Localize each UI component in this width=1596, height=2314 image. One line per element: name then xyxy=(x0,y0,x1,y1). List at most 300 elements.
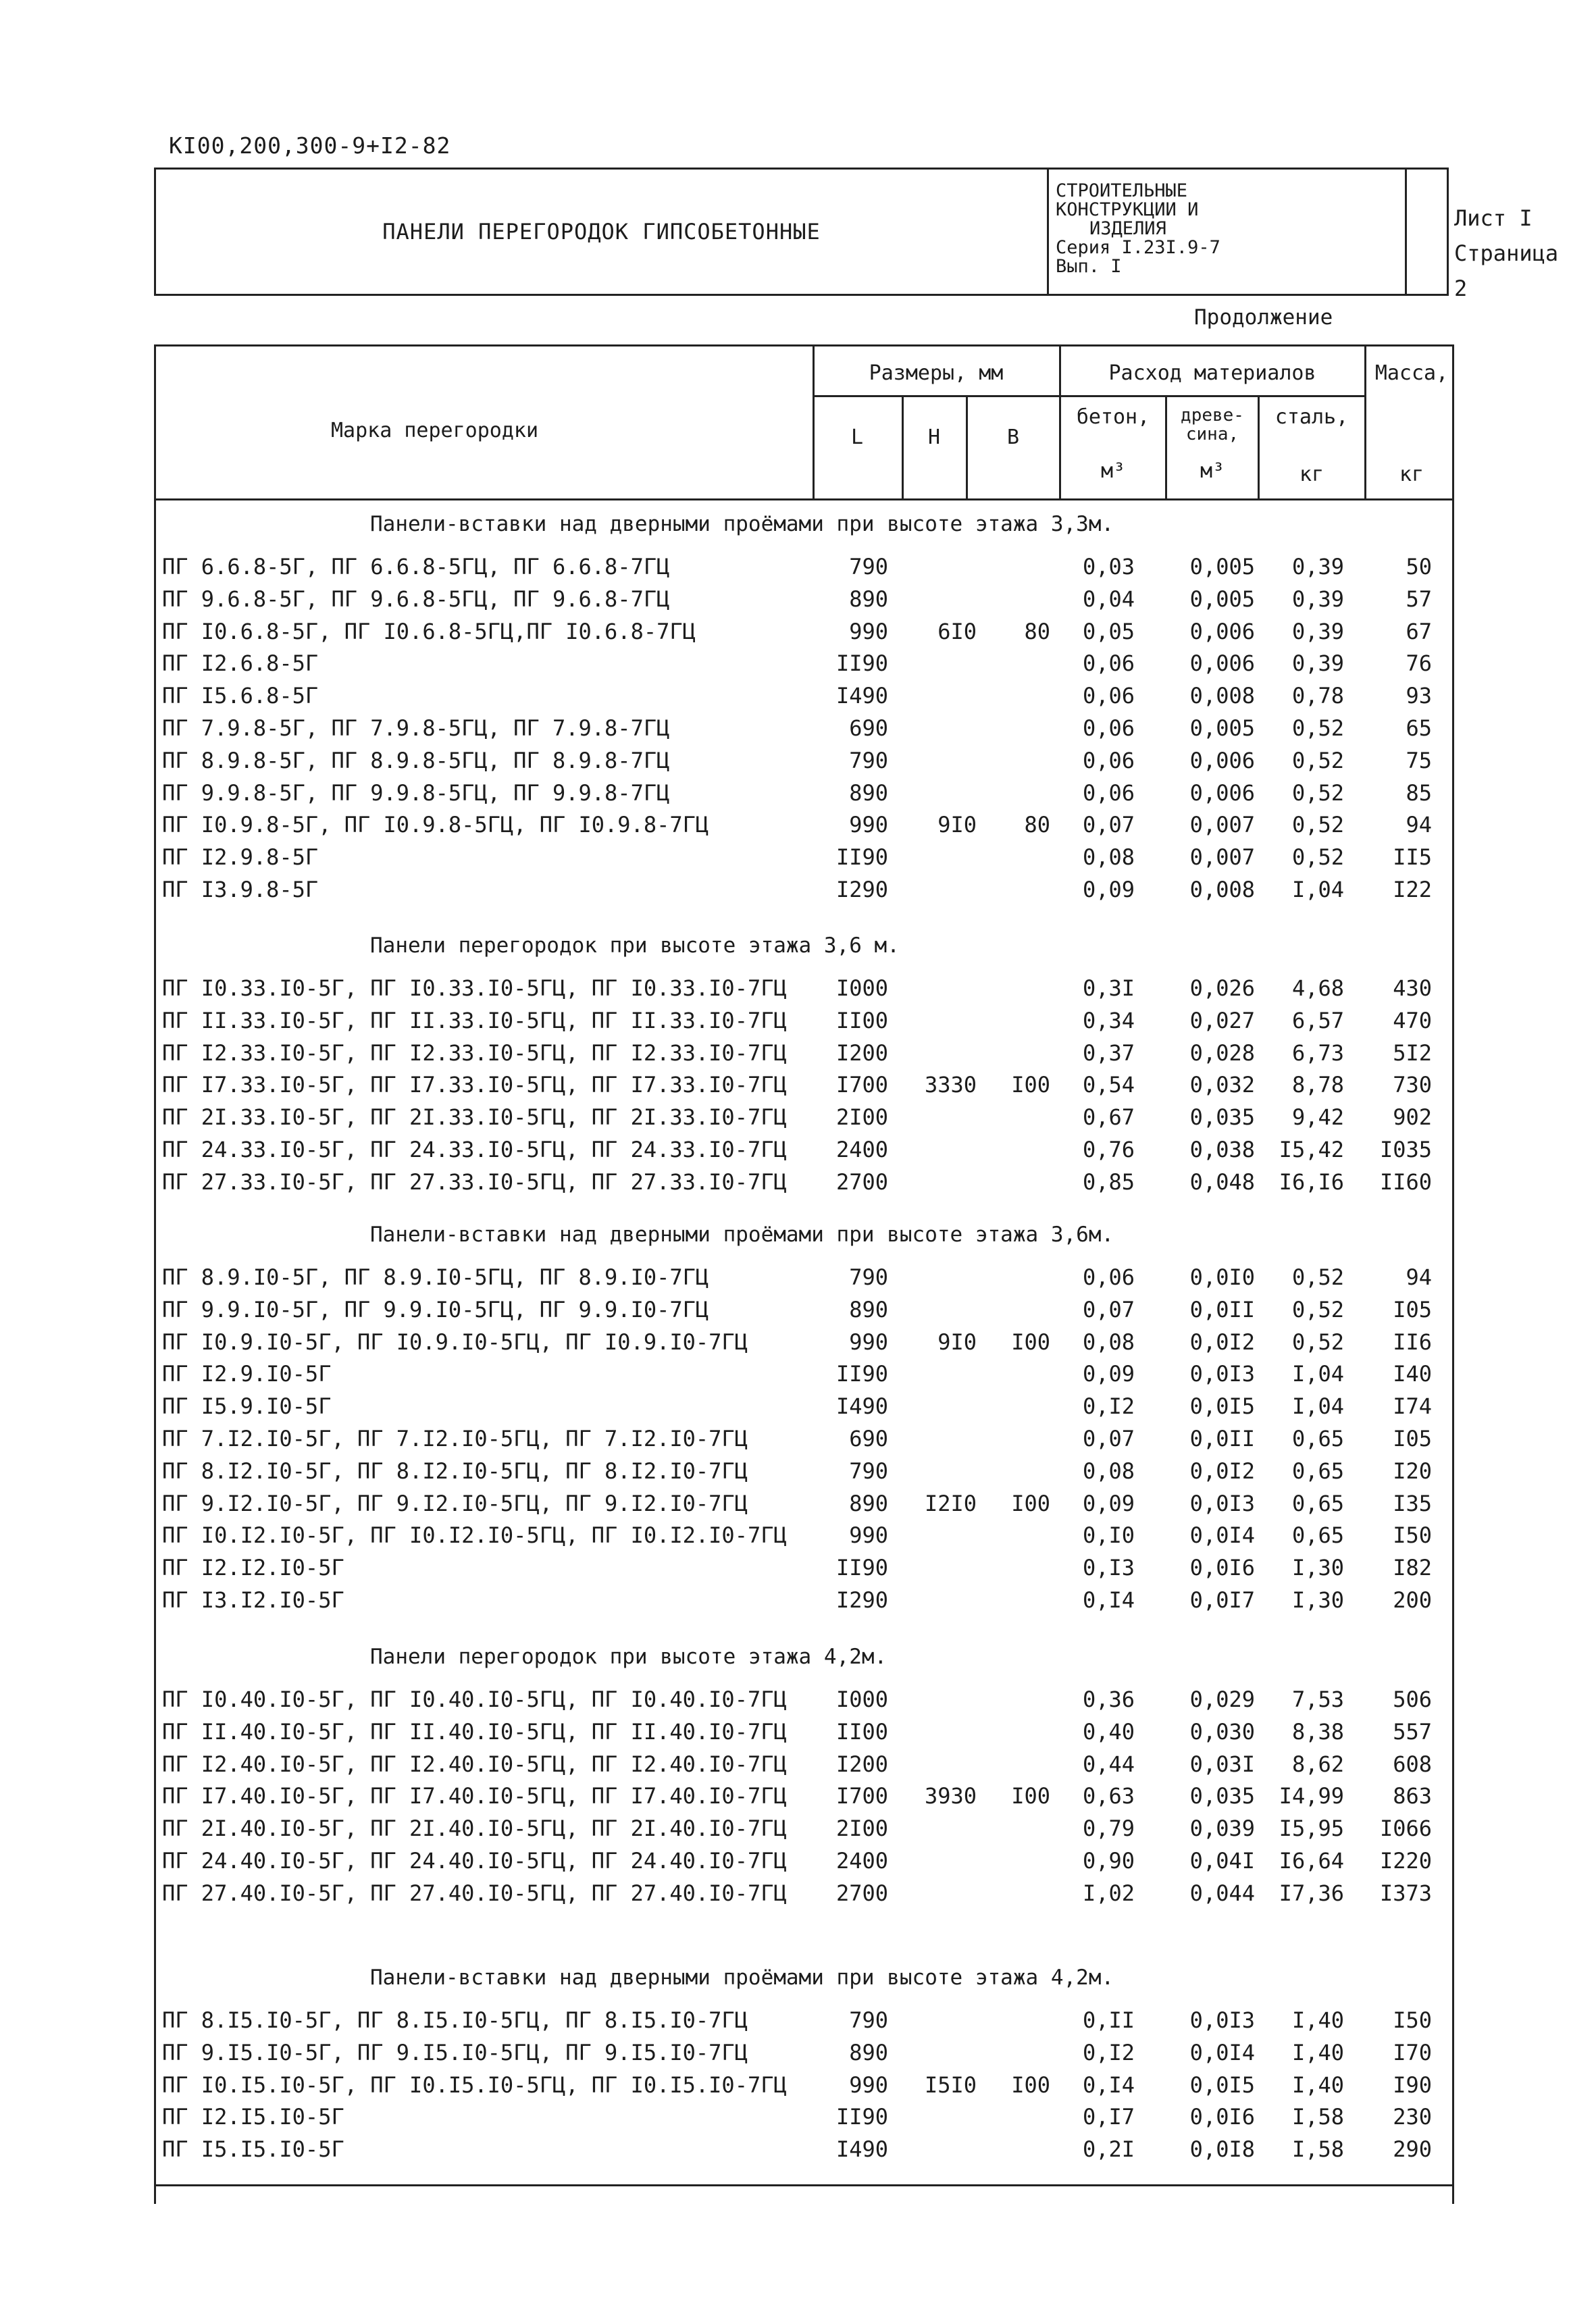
cell-wood: 0,007 xyxy=(1189,812,1255,838)
cell-concrete: 0,I4 xyxy=(1082,2072,1135,2098)
cell-height: 6I0 xyxy=(937,618,977,644)
table-row xyxy=(0,1393,1596,1426)
cell-steel: I,40 xyxy=(1291,2007,1344,2033)
cell-width: I00 xyxy=(1011,1329,1050,1355)
header-mark: Марка перегородки xyxy=(331,419,539,442)
table-row xyxy=(0,1491,1596,1523)
cell-steel: I,40 xyxy=(1291,2039,1344,2065)
cell-concrete: 0,I2 xyxy=(1082,1393,1135,1420)
cell-mark: ПГ 9.6.8-5Г, ПГ 9.6.8-5ГЦ, ПГ 9.6.8-7ГЦ xyxy=(162,586,670,612)
cell-wood: 0,048 xyxy=(1189,1168,1255,1195)
cell-steel: I5,95 xyxy=(1279,1816,1344,1842)
cell-mass: II60 xyxy=(1379,1168,1432,1195)
cell-concrete: 0,04 xyxy=(1082,586,1135,612)
cell-steel: 0,52 xyxy=(1291,1264,1344,1290)
cell-mass: I035 xyxy=(1379,1137,1432,1162)
table-row xyxy=(0,1072,1596,1104)
cell-length: II90 xyxy=(835,844,888,871)
header-divider xyxy=(1059,344,1061,500)
table-row xyxy=(0,1008,1596,1040)
table-row xyxy=(0,554,1596,586)
cell-wood: 0,006 xyxy=(1189,747,1255,773)
cell-steel: 0,52 xyxy=(1291,779,1344,806)
cell-wood: 0,038 xyxy=(1189,1137,1255,1162)
sheet-block xyxy=(1407,170,1582,301)
cell-wood: 0,0I3 xyxy=(1189,1361,1255,1387)
cell-length: 690 xyxy=(849,715,888,741)
table-row xyxy=(0,812,1596,844)
cell-concrete: 0,34 xyxy=(1082,1007,1135,1033)
document-title: ПАНЕЛИ ПЕРЕГОРОДОК ГИПСОБЕТОННЫЕ xyxy=(156,170,1049,294)
cell-mass: I74 xyxy=(1393,1393,1432,1420)
cell-mass: 430 xyxy=(1393,975,1432,1001)
section-heading: Панели перегородок при высоте этажа 4,2м. xyxy=(370,1645,887,1669)
cell-length: II90 xyxy=(835,1361,888,1387)
cell-steel: 0,39 xyxy=(1291,554,1344,580)
header-concrete: бетон, xyxy=(1076,405,1150,429)
cell-steel: 0,39 xyxy=(1291,650,1344,677)
cell-wood: 0,007 xyxy=(1189,844,1255,871)
cell-concrete: 0,40 xyxy=(1082,1718,1135,1745)
cell-length: 890 xyxy=(849,1296,888,1322)
section-heading: Панели-вставки над дверными проёмами при высоте этажа 3,3м. xyxy=(370,512,1114,536)
table-row xyxy=(0,780,1596,813)
cell-concrete: 0,09 xyxy=(1082,877,1135,902)
cell-mark: ПГ 9.I5.I0-5Г, ПГ 9.I5.I0-5ГЦ, ПГ 9.I5.I0-7ГЦ xyxy=(162,2039,748,2065)
cell-length: 790 xyxy=(849,747,888,773)
cell-length: I490 xyxy=(835,683,888,709)
cell-wood: 0,006 xyxy=(1189,618,1255,644)
table-bottom-rule xyxy=(154,2184,1454,2186)
cell-mass: 557 xyxy=(1393,1718,1432,1745)
header-mass: Масса, xyxy=(1374,361,1449,385)
cell-wood: 0,032 xyxy=(1189,1072,1255,1098)
cell-steel: 6,73 xyxy=(1291,1039,1344,1066)
cell-wood: 0,029 xyxy=(1189,1687,1255,1712)
cell-width: I00 xyxy=(1011,1072,1050,1098)
header-divider xyxy=(1364,344,1366,500)
cell-mark: ПГ I5.6.8-5Г xyxy=(162,683,319,709)
cell-mark: ПГ 27.40.I0-5Г, ПГ 27.40.I0-5ГЦ, ПГ 27.40.I0-7ГЦ xyxy=(162,1880,787,1906)
header-steel: сталь, xyxy=(1275,405,1349,429)
header-wood-1: древе- xyxy=(1181,405,1244,426)
cell-concrete: 0,07 xyxy=(1082,1296,1135,1322)
cell-steel: 8,62 xyxy=(1291,1751,1344,1777)
cell-mass: II5 xyxy=(1393,844,1432,871)
cell-mass: 230 xyxy=(1393,2104,1432,2130)
cell-wood: 0,028 xyxy=(1189,1039,1255,1066)
cell-concrete: 0,09 xyxy=(1082,1361,1135,1387)
cell-concrete: 0,63 xyxy=(1082,1783,1135,1809)
cell-mass: 57 xyxy=(1406,586,1432,612)
series-line: СТРОИТЕЛЬНЫЕ xyxy=(1056,180,1188,201)
cell-wood: 0,0I4 xyxy=(1189,1522,1255,1549)
cell-mark: ПГ 24.40.I0-5Г, ПГ 24.40.I0-5ГЦ, ПГ 24.40.I0-7ГЦ xyxy=(162,1848,787,1874)
cell-concrete: 0,90 xyxy=(1082,1848,1135,1874)
cell-mark: ПГ I2.9.8-5Г xyxy=(162,844,319,871)
table-row xyxy=(0,1426,1596,1458)
cell-width: 80 xyxy=(1024,812,1050,838)
cell-concrete: 0,44 xyxy=(1082,1751,1135,1777)
cell-concrete: 0,67 xyxy=(1082,1104,1135,1131)
cell-length: 790 xyxy=(849,1458,888,1484)
cell-length: I290 xyxy=(835,877,888,902)
cell-wood: 0,03I xyxy=(1189,1751,1255,1777)
cell-wood: 0,0I3 xyxy=(1189,2007,1255,2033)
cell-mass: I50 xyxy=(1393,1522,1432,1549)
header-width: В xyxy=(1006,426,1020,449)
cell-mark: ПГ I0.9.I0-5Г, ПГ I0.9.I0-5ГЦ, ПГ I0.9.I0-7ГЦ xyxy=(162,1329,748,1355)
cell-length: 790 xyxy=(849,2007,888,2033)
cell-mass: 75 xyxy=(1406,747,1432,773)
table-row xyxy=(0,1329,1596,1362)
series-line: КОНСТРУКЦИИ И xyxy=(1056,199,1199,220)
cell-height: 9I0 xyxy=(937,1329,977,1355)
cell-length: 990 xyxy=(849,618,888,644)
table-row xyxy=(0,877,1596,909)
cell-steel: 0,39 xyxy=(1291,586,1344,612)
header-unit-wood: м³ xyxy=(1200,459,1225,483)
cell-mark: ПГ 9.I2.I0-5Г, ПГ 9.I2.I0-5ГЦ, ПГ 9.I2.I0-7ГЦ xyxy=(162,1490,748,1516)
title-block xyxy=(154,168,1559,301)
cell-length: 890 xyxy=(849,779,888,806)
cell-steel: I,40 xyxy=(1291,2072,1344,2098)
cell-width: I00 xyxy=(1011,2072,1050,2098)
table-row xyxy=(0,1169,1596,1202)
cell-wood: 0,0I7 xyxy=(1189,1587,1255,1613)
table-row xyxy=(0,586,1596,619)
document-code: КI00,200,300-9+I2-82 xyxy=(169,132,451,159)
sheet-number: Лист I xyxy=(1454,205,1533,231)
cell-wood: 0,0I4 xyxy=(1189,2039,1255,2065)
table-row xyxy=(0,2007,1596,2040)
cell-wood: 0,0II xyxy=(1189,1296,1255,1322)
table-row xyxy=(0,1361,1596,1393)
cell-concrete: 0,06 xyxy=(1082,683,1135,709)
cell-mass: I90 xyxy=(1393,2072,1432,2098)
header-divider xyxy=(1165,395,1167,500)
table-row xyxy=(0,1816,1596,1848)
cell-mass: 470 xyxy=(1393,1007,1432,1033)
cell-mass: 94 xyxy=(1406,812,1432,838)
cell-mass: 730 xyxy=(1393,1072,1432,1098)
cell-wood: 0,044 xyxy=(1189,1880,1255,1906)
header-divider xyxy=(813,344,815,500)
cell-mass: I22 xyxy=(1393,877,1432,902)
cell-concrete: 0,08 xyxy=(1082,1458,1135,1484)
table-row xyxy=(0,1880,1596,1913)
cell-length: 990 xyxy=(849,812,888,838)
cell-steel: 0,65 xyxy=(1291,1522,1344,1549)
cell-wood: 0,026 xyxy=(1189,975,1255,1001)
cell-steel: 8,78 xyxy=(1291,1072,1344,1098)
cell-height: 9I0 xyxy=(937,812,977,838)
cell-mass: 506 xyxy=(1393,1687,1432,1712)
cell-mark: ПГ I0.9.8-5Г, ПГ I0.9.8-5ГЦ, ПГ I0.9.8-7ГЦ xyxy=(162,812,709,838)
cell-concrete: 0,06 xyxy=(1082,1264,1135,1290)
cell-mass: II6 xyxy=(1393,1329,1432,1355)
cell-length: 690 xyxy=(849,1426,888,1451)
table-row xyxy=(0,1297,1596,1329)
cell-wood: 0,0II xyxy=(1189,1426,1255,1451)
table-row xyxy=(0,2072,1596,2105)
cell-concrete: 0,05 xyxy=(1082,618,1135,644)
cell-length: 2700 xyxy=(835,1168,888,1195)
cell-mass: I82 xyxy=(1393,1555,1432,1581)
cell-steel: 8,38 xyxy=(1291,1718,1344,1745)
table-row xyxy=(0,1751,1596,1784)
table-row xyxy=(0,1040,1596,1073)
cell-mass: I220 xyxy=(1379,1848,1432,1874)
cell-concrete: 0,06 xyxy=(1082,650,1135,677)
cell-mass: I40 xyxy=(1393,1361,1432,1387)
cell-concrete: 0,85 xyxy=(1082,1168,1135,1195)
cell-mass: 93 xyxy=(1406,683,1432,709)
cell-mark: ПГ I2.I2.I0-5Г xyxy=(162,1555,344,1581)
cell-length: I700 xyxy=(835,1783,888,1809)
header-unit-steel: кг xyxy=(1299,463,1324,486)
header-rule xyxy=(813,395,1364,397)
cell-steel: 0,52 xyxy=(1291,715,1344,741)
cell-steel: 0,52 xyxy=(1291,1296,1344,1322)
cell-concrete: 0,08 xyxy=(1082,844,1135,871)
cell-steel: 9,42 xyxy=(1291,1104,1344,1131)
cell-concrete: 0,I0 xyxy=(1082,1522,1135,1549)
cell-length: I490 xyxy=(835,2136,888,2163)
cell-mark: ПГ I0.I2.I0-5Г, ПГ I0.I2.I0-5ГЦ, ПГ I0.I2.I0-7ГЦ xyxy=(162,1522,787,1549)
cell-concrete: 0,II xyxy=(1082,2007,1135,2033)
table-row xyxy=(0,1587,1596,1620)
cell-mark: ПГ 2I.40.I0-5Г, ПГ 2I.40.I0-5ГЦ, ПГ 2I.40.I0-7ГЦ xyxy=(162,1816,787,1842)
cell-mark: ПГ I2.6.8-5Г xyxy=(162,650,319,677)
cell-mass: 50 xyxy=(1406,554,1432,580)
cell-length: 2700 xyxy=(835,1880,888,1906)
series-line: Вып. I xyxy=(1056,256,1122,277)
cell-mark: ПГ I3.I2.I0-5Г xyxy=(162,1587,344,1613)
table-row xyxy=(0,683,1596,715)
table-row xyxy=(0,1137,1596,1169)
cell-steel: 0,52 xyxy=(1291,1329,1344,1355)
table-row xyxy=(0,2104,1596,2136)
cell-wood: 0,039 xyxy=(1189,1816,1255,1842)
cell-width: I00 xyxy=(1011,1490,1050,1516)
cell-wood: 0,027 xyxy=(1189,1007,1255,1033)
cell-mass: I70 xyxy=(1393,2039,1432,2065)
cell-length: I290 xyxy=(835,1587,888,1613)
cell-wood: 0,006 xyxy=(1189,779,1255,806)
cell-concrete: 0,36 xyxy=(1082,1687,1135,1712)
cell-mark: ПГ 6.6.8-5Г, ПГ 6.6.8-5ГЦ, ПГ 6.6.8-7ГЦ xyxy=(162,554,670,580)
cell-length: 790 xyxy=(849,1264,888,1290)
header-divider xyxy=(1258,395,1260,500)
cell-length: II00 xyxy=(835,1007,888,1033)
cell-mark: ПГ I5.I5.I0-5Г xyxy=(162,2136,344,2163)
cell-concrete: 0,07 xyxy=(1082,812,1135,838)
table-row xyxy=(0,748,1596,780)
cell-wood: 0,0I5 xyxy=(1189,2072,1255,2098)
cell-mark: ПГ I0.40.I0-5Г, ПГ I0.40.I0-5ГЦ, ПГ I0.40.I0-7ГЦ xyxy=(162,1687,787,1712)
cell-mark: ПГ II.40.I0-5Г, ПГ II.40.I0-5ГЦ, ПГ II.40.I0-7ГЦ xyxy=(162,1718,787,1745)
cell-width: I00 xyxy=(1011,1783,1050,1809)
cell-height: 3930 xyxy=(924,1783,977,1809)
cell-mark: ПГ I2.9.I0-5Г xyxy=(162,1361,332,1387)
cell-length: 790 xyxy=(849,554,888,580)
cell-steel: 0,65 xyxy=(1291,1458,1344,1484)
cell-mass: I50 xyxy=(1393,2007,1432,2033)
cell-concrete: 0,I7 xyxy=(1082,2104,1135,2130)
header-height: H xyxy=(927,426,941,449)
cell-concrete: 0,I4 xyxy=(1082,1587,1135,1613)
cell-mark: ПГ 8.I5.I0-5Г, ПГ 8.I5.I0-5ГЦ, ПГ 8.I5.I0-7ГЦ xyxy=(162,2007,748,2033)
cell-mark: ПГ 8.9.I0-5Г, ПГ 8.9.I0-5ГЦ, ПГ 8.9.I0-7ГЦ xyxy=(162,1264,709,1290)
cell-steel: I5,42 xyxy=(1279,1137,1344,1162)
cell-steel: I,04 xyxy=(1291,1361,1344,1387)
header-length: L xyxy=(850,426,864,449)
table-row xyxy=(0,2040,1596,2072)
table-row xyxy=(0,1264,1596,1297)
cell-concrete: 0,2I xyxy=(1082,2136,1135,2163)
cell-steel: 0,52 xyxy=(1291,747,1344,773)
section-heading: Панели-вставки над дверными проёмами при высоте этажа 3,6м. xyxy=(370,1223,1114,1247)
series-line: ИЗДЕЛИЯ xyxy=(1089,218,1166,239)
cell-length: 990 xyxy=(849,1522,888,1549)
cell-mark: ПГ 2I.33.I0-5Г, ПГ 2I.33.I0-5ГЦ, ПГ 2I.33.I0-7ГЦ xyxy=(162,1104,787,1131)
cell-steel: 0,78 xyxy=(1291,683,1344,709)
cell-steel: 0,65 xyxy=(1291,1426,1344,1451)
cell-concrete: I,02 xyxy=(1082,1880,1135,1906)
cell-concrete: 0,3I xyxy=(1082,975,1135,1001)
cell-mass: I35 xyxy=(1393,1490,1432,1516)
cell-concrete: 0,03 xyxy=(1082,554,1135,580)
cell-steel: 7,53 xyxy=(1291,1687,1344,1712)
cell-mark: ПГ 8.I2.I0-5Г, ПГ 8.I2.I0-5ГЦ, ПГ 8.I2.I0-7ГЦ xyxy=(162,1458,748,1484)
cell-mark: ПГ 8.9.8-5Г, ПГ 8.9.8-5ГЦ, ПГ 8.9.8-7ГЦ xyxy=(162,747,670,773)
cell-mass: 290 xyxy=(1393,2136,1432,2163)
cell-mass: I373 xyxy=(1379,1880,1432,1906)
cell-length: 2400 xyxy=(835,1137,888,1162)
cell-mass: 94 xyxy=(1406,1264,1432,1290)
cell-mass: 608 xyxy=(1393,1751,1432,1777)
cell-length: II00 xyxy=(835,1718,888,1745)
cell-concrete: 0,08 xyxy=(1082,1329,1135,1355)
cell-wood: 0,0I5 xyxy=(1189,1393,1255,1420)
table-row xyxy=(0,1522,1596,1555)
cell-mark: ПГ I7.33.I0-5Г, ПГ I7.33.I0-5ГЦ, ПГ I7.33.I0-7ГЦ xyxy=(162,1072,787,1098)
cell-wood: 0,005 xyxy=(1189,554,1255,580)
cell-steel: 0,52 xyxy=(1291,844,1344,871)
cell-wood: 0,0I6 xyxy=(1189,1555,1255,1581)
cell-wood: 0,005 xyxy=(1189,715,1255,741)
cell-steel: 0,39 xyxy=(1291,618,1344,644)
cell-wood: 0,0I2 xyxy=(1189,1458,1255,1484)
table-row xyxy=(0,844,1596,877)
cell-steel: 0,52 xyxy=(1291,812,1344,838)
series-block xyxy=(1049,170,1407,294)
cell-mark: ПГ I0.6.8-5Г, ПГ I0.6.8-5ГЦ,ПГ I0.6.8-7ГЦ xyxy=(162,618,696,644)
cell-length: I200 xyxy=(835,1039,888,1066)
cell-mark: ПГ 9.9.8-5Г, ПГ 9.9.8-5ГЦ, ПГ 9.9.8-7ГЦ xyxy=(162,779,670,806)
cell-wood: 0,0I8 xyxy=(1189,2136,1255,2163)
cell-length: II90 xyxy=(835,1555,888,1581)
continuation-label: Продолжение xyxy=(1194,305,1333,330)
cell-mark: ПГ I2.33.I0-5Г, ПГ I2.33.I0-5ГЦ, ПГ I2.33.I0-7ГЦ xyxy=(162,1039,787,1066)
cell-length: 2400 xyxy=(835,1848,888,1874)
cell-height: I5I0 xyxy=(924,2072,977,2098)
cell-mass: 85 xyxy=(1406,779,1432,806)
cell-mass: 67 xyxy=(1406,618,1432,644)
cell-wood: 0,035 xyxy=(1189,1104,1255,1131)
cell-concrete: 0,07 xyxy=(1082,1426,1135,1451)
header-wood-2: сина, xyxy=(1185,424,1239,444)
cell-steel: I,30 xyxy=(1291,1555,1344,1581)
cell-steel: I,04 xyxy=(1291,1393,1344,1420)
cell-steel: I,58 xyxy=(1291,2136,1344,2163)
cell-concrete: 0,06 xyxy=(1082,715,1135,741)
cell-length: 890 xyxy=(849,586,888,612)
cell-mark: ПГ I2.I5.I0-5Г xyxy=(162,2104,344,2130)
table-row xyxy=(0,2136,1596,2169)
cell-length: I490 xyxy=(835,1393,888,1420)
cell-length: 2I00 xyxy=(835,1104,888,1131)
header-divider xyxy=(902,395,904,500)
cell-mass: 902 xyxy=(1393,1104,1432,1131)
cell-concrete: 0,76 xyxy=(1082,1137,1135,1162)
cell-steel: I6,64 xyxy=(1279,1848,1344,1874)
cell-mass: 200 xyxy=(1393,1587,1432,1613)
cell-mark: ПГ 24.33.I0-5Г, ПГ 24.33.I0-5ГЦ, ПГ 24.33.I0-7ГЦ xyxy=(162,1137,787,1162)
cell-mark: ПГ II.33.I0-5Г, ПГ II.33.I0-5ГЦ, ПГ II.33.I0-7ГЦ xyxy=(162,1007,787,1033)
cell-concrete: 0,I2 xyxy=(1082,2039,1135,2065)
header-materials: Расход материалов xyxy=(1108,361,1316,385)
header-bottom-rule xyxy=(154,498,1454,500)
cell-length: 890 xyxy=(849,1490,888,1516)
table-row xyxy=(0,1783,1596,1816)
cell-concrete: 0,06 xyxy=(1082,747,1135,773)
cell-steel: I,04 xyxy=(1291,877,1344,902)
table-row xyxy=(0,1687,1596,1719)
header-divider xyxy=(966,395,968,500)
cell-steel: I,30 xyxy=(1291,1587,1344,1613)
cell-length: I200 xyxy=(835,1751,888,1777)
cell-steel: I4,99 xyxy=(1279,1783,1344,1809)
cell-mark: ПГ 7.I2.I0-5Г, ПГ 7.I2.I0-5ГЦ, ПГ 7.I2.I0-7ГЦ xyxy=(162,1426,748,1451)
cell-length: I000 xyxy=(835,975,888,1001)
cell-wood: 0,04I xyxy=(1189,1848,1255,1874)
table-row xyxy=(0,1458,1596,1491)
table-row xyxy=(0,715,1596,748)
table-row xyxy=(0,1104,1596,1137)
table-row xyxy=(0,1555,1596,1587)
cell-wood: 0,0I2 xyxy=(1189,1329,1255,1355)
cell-concrete: 0,09 xyxy=(1082,1490,1135,1516)
header-unit-concrete: м³ xyxy=(1100,459,1126,483)
page-number: Страница 2 xyxy=(1454,240,1559,301)
cell-steel: 0,65 xyxy=(1291,1490,1344,1516)
section-heading: Панели-вставки над дверными проёмами при высоте этажа 4,2м. xyxy=(370,1965,1114,1990)
cell-wood: 0,0I0 xyxy=(1189,1264,1255,1290)
cell-mark: ПГ I0.33.I0-5Г, ПГ I0.33.I0-5ГЦ, ПГ I0.33.I0-7ГЦ xyxy=(162,975,787,1001)
table-row xyxy=(0,619,1596,651)
cell-wood: 0,005 xyxy=(1189,586,1255,612)
cell-concrete: 0,37 xyxy=(1082,1039,1135,1066)
cell-wood: 0,0I6 xyxy=(1189,2104,1255,2130)
cell-wood: 0,006 xyxy=(1189,650,1255,677)
cell-mark: ПГ I3.9.8-5Г xyxy=(162,877,319,902)
cell-length: 2I00 xyxy=(835,1816,888,1842)
section-heading: Панели перегородок при высоте этажа 3,6 м. xyxy=(370,933,900,958)
cell-length: I000 xyxy=(835,1687,888,1712)
table-row xyxy=(0,650,1596,683)
